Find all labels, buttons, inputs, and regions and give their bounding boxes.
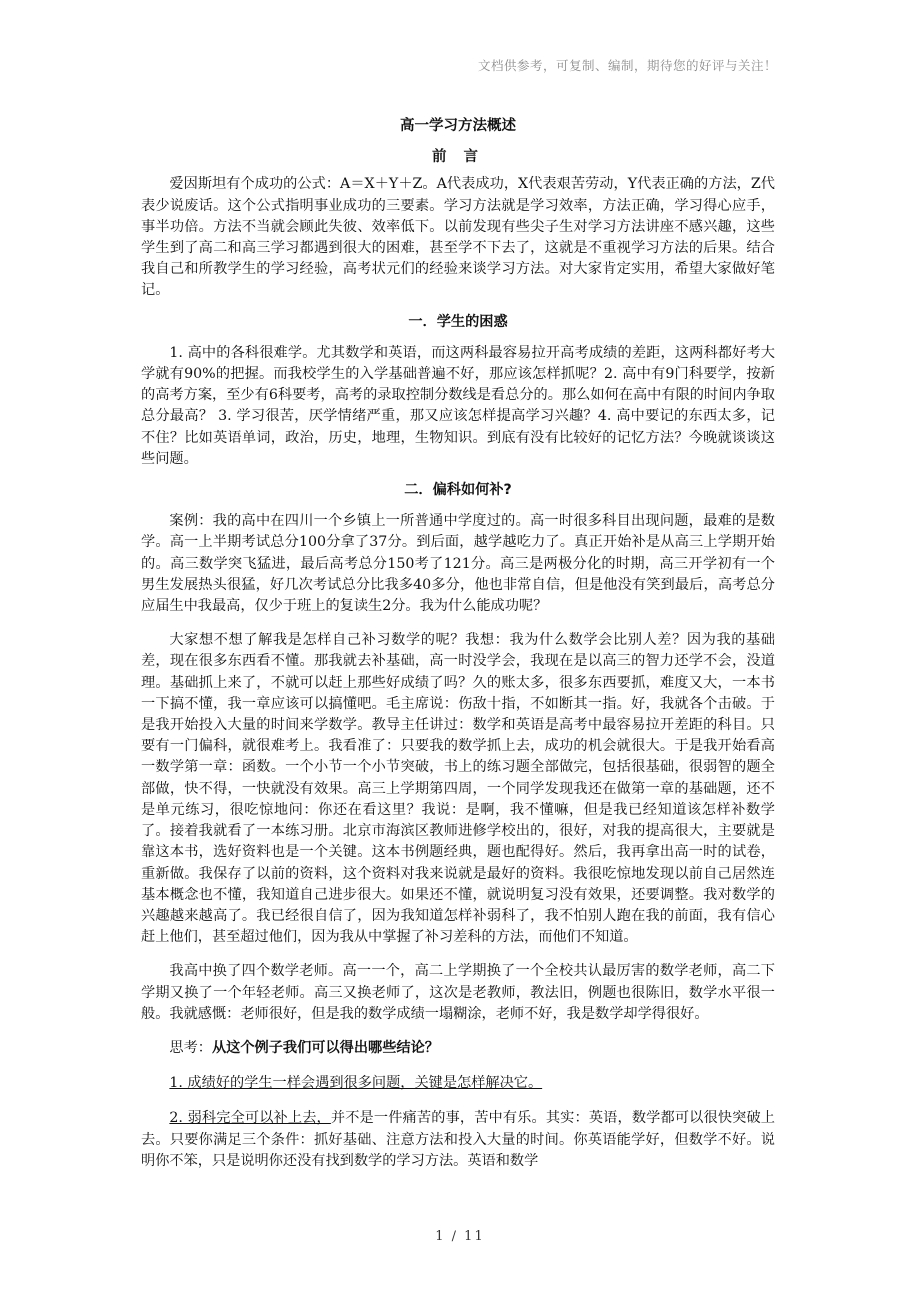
preface-paragraph: 爱因斯坦有个成功的公式：A＝X＋Y＋Z。A代表成功，X代表艰苦劳动，Y代表正确的方法，Z代表少说废话。这个公式指明事业成功的三要素。学习方法就是学习效率，方法正确，学习得心应手，事半功倍。方法不当就会顾此失彼、效率低下。以前发现有些尖子生对学习方法讲座不感兴趣，这些学生到了高二和高三学习都遇到很大的困难，甚至学不下去了，这就是不重视学习方法的后果。结合我自己和所教学生的学习经验，高考状元们的经验来谈学习方法。对大家肯定实用，希望大家做好笔记。 bbox=[141, 176, 775, 299]
conclusion-2-underlined: 2. 弱科完全可以补上去， bbox=[169, 1110, 331, 1127]
think-label: 思考： bbox=[169, 1039, 212, 1056]
section-heading-weak-subject: 二．偏科如何补? bbox=[404, 482, 512, 499]
conclusion-2-rest: 并不是一件痛苦的事，苦中有乐。其实：英语，数学都可以很快突破上去。只要你满足三个条件：抓好基础、注意方法和投入大量的时间。你英语能学好，但数学不好。说明你不笨，只是说明你还没有找到数学的学习方法。英语和数学 bbox=[141, 1110, 775, 1169]
conclusion-2 bbox=[141, 1108, 775, 1172]
think-question: 从这个例子我们可以得出哪些结论？ bbox=[211, 1039, 439, 1056]
header-note: 文档供参考，可复制、编制，期待您的好评与关注！ bbox=[477, 58, 777, 73]
case-paragraph: 案例：我的高中在四川一个乡镇上一所普通中学度过的。高一时很多科目出现问题，最难的是数学。高一上半期考试总分100分拿了37分。到后面，越学越吃力了。真正开始补是从高三上学期开始的。高三数学突飞猛进，最后高考总分150考了121分。高三是两极分化的时期，高三开学初有一个男生发展热头很猛，好几次考试总分比我多40多分，他也非常自信，但是他没有笑到最后，高考总分应届生中我最高，仅少于班上的复读生2分。我为什么能成功呢？ bbox=[141, 513, 775, 615]
page-number: 1 / 11 bbox=[435, 1229, 485, 1244]
conclusion-1 bbox=[141, 1073, 775, 1094]
document-body bbox=[141, 116, 775, 1172]
teachers-paragraph: 我高中换了四个数学老师。高一一个，高二上学期换了一个全校共认最厉害的数学老师，高二下学期又换了一个年轻老师。高三又换老师了，这次是老教师，教法旧，例题也很陈旧，数学水平很一般。我就感慨：老师很好，但是我的数学成绩一塌糊涂，老师不好，我是数学却学得很好。 bbox=[141, 963, 775, 1022]
preface-heading: 前 言 bbox=[431, 149, 485, 166]
confusion-paragraph: 1. 高中的各科很难学。尤其数学和英语，而这两科最容易拉开高考成绩的差距，这两科都好考大学就有90%的把握。而我校学生的入学基础普遍不好，那应该怎样抓呢？2. 高中有9门科要学，按新的高考方案，至少有6科要考，高考的录取控制分数线是看总分的。那么如何在高中有限的时间内争取总分最高？ 3. 学习很苦，厌学情绪严重，那又应该怎样提高学习兴趣？4. 高中要记的东西太多，记不住？比如英语单词，政治，历史，地理，生物知识。到底有没有比较好的记忆方法？今晚就谈谈这些问题。 bbox=[141, 344, 775, 467]
document-title: 高一学习方法概述 bbox=[400, 118, 516, 134]
self-study-paragraph: 大家想不想了解我是怎样自己补习数学的呢？我想：我为什么数学会比别人差？因为我的基础差，现在很多东西看不懂。那我就去补基础，高一时没学会，我现在是以高三的智力还学不会，没道理。基础抓上来了，不就可以赶上那些好成绩了吗？久的账太多，很多东西要抓，难度又大，一本书一下搞不懂，我一章应该可以搞懂吧。毛主席说：伤敌十指，不如断其一指。好，我就各个击破。于是我开始投入大量的时间来学数学。教导主任讲过：数学和英语是高考中最容易拉开差距的科目。只要有一门偏科，就很难考上。我看准了：只要我的数学抓上去，成功的机会就很大。于是我开始看高一数学第一章：函数。一个小节一个小节突破，书上的练习题全部做完，包括很基础，很弱智的题全部做，快不得，一快就没有效果。高三上学期第四周，一个同学发现我还在做第一章的基础题，还不是单元练习，很吃惊地问：你还在看这里？我说：是啊，我不懂嘛，但是我已经知道该怎样补数学了。接着我就看了一本练习册。北京市海滨区教师进修学校出的，很好，对我的提高很大，主要就是靠这本书，选好资料也是一个关键。这本书例题经典，题也配得好。然后，我再拿出高一时的试卷，重新做。我保存了以前的资料，这个资料对我来说就是最好的资料。我很吃惊地发现以前自己居然连基本概念也不懂，我知道自己进步很大。如果还不懂，就说明复习没有效果，还要调整。我对数学的兴趣越来越高了。我已经很自信了，因为我知道怎样补弱科了，我不怕别人跑在我的前面，我有信心赶上他们，甚至超过他们，因为我从中掌握了补习差科的方法，而他们不知道。 bbox=[141, 632, 775, 946]
conclusion-1-text: 1. 成绩好的学生一样会遇到很多问题，关键是怎样解决它。 bbox=[169, 1075, 543, 1092]
section-heading-confusion: 一．学生的困惑 bbox=[408, 313, 508, 330]
think-prompt bbox=[141, 1038, 775, 1059]
